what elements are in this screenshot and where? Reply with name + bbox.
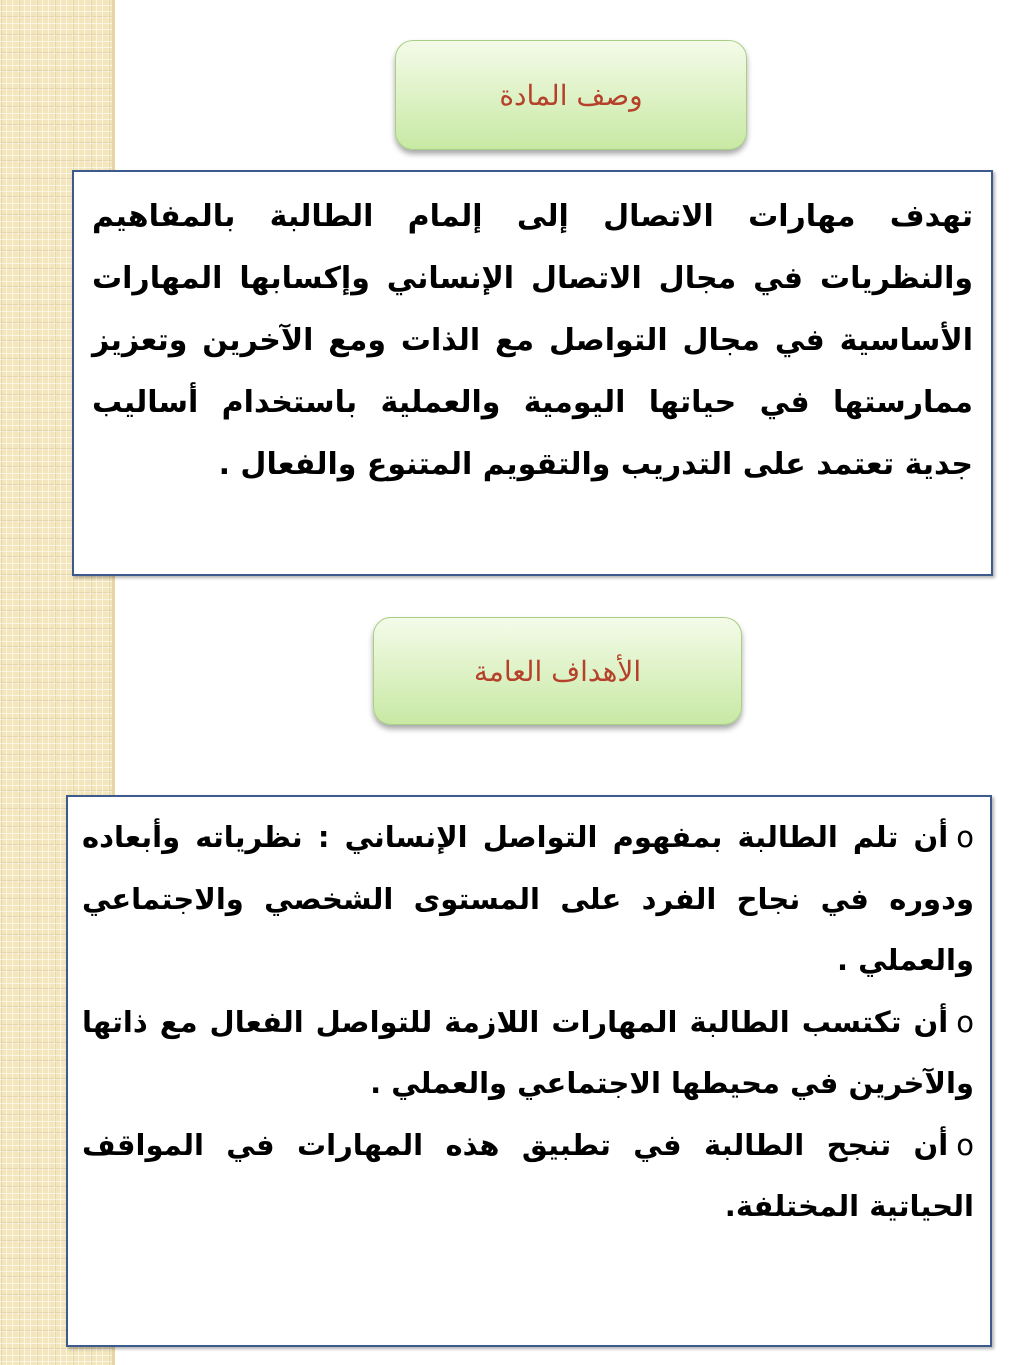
course-description-box bbox=[72, 170, 993, 576]
general-goals-box bbox=[66, 795, 992, 1347]
goal-item-text: أن تكتسب الطالبة المهارات اللازمة للتواصل الفعال مع ذاتها والآخرين في محيطها الاجتماعي والعملي . bbox=[82, 1004, 974, 1100]
general-goals-heading bbox=[373, 617, 742, 725]
course-description-text: تهدف مهارات الاتصال إلى إلمام الطالبة بالمفاهيم والنظريات في مجال الاتصال الإنساني وإكسابها المهارات الأساسية في مجال التواصل مع الذات ومع الآخرين وتعزيز ممارستها في حياتها اليومية والعملية باستخدام أساليب جدية تعتمد على التدريب والتقويم المتنوع والفعال . bbox=[92, 199, 973, 482]
bullet-icon: o bbox=[956, 820, 974, 854]
course-description-heading bbox=[395, 40, 747, 150]
goal-item-text: أن تلم الطالبة بمفهوم التواصل الإنساني : نظرياته وأبعاده ودوره في نجاح الفرد على المستوى الشخصي والاجتماعي والعملي . bbox=[82, 820, 974, 977]
general-goals-heading-text: الأهداف العامة bbox=[473, 654, 642, 688]
goal-item bbox=[82, 807, 974, 992]
goal-item bbox=[82, 992, 974, 1115]
goal-item-text: أن تنجح الطالبة في تطبيق هذه المهارات في المواقف الحياتية المختلفة. bbox=[82, 1127, 974, 1223]
course-description-heading-text: وصف المادة bbox=[499, 78, 643, 112]
bullet-icon: o bbox=[956, 1127, 974, 1162]
bullet-icon: o bbox=[956, 1004, 974, 1039]
goal-item bbox=[82, 1115, 974, 1238]
